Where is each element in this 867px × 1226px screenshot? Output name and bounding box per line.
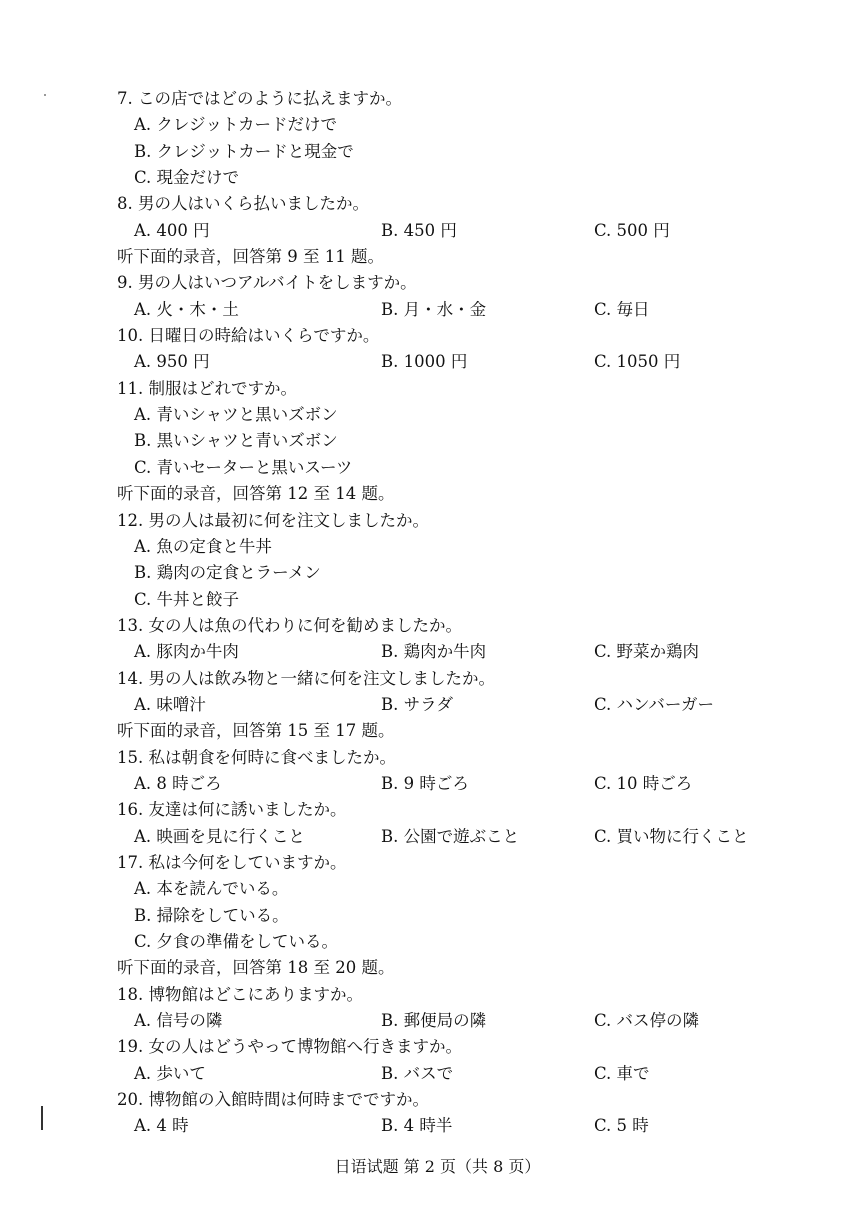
answer-option: B. 郵便局の隣 (381, 1011, 487, 1031)
answer-option: C. 青いセーターと黒いスーツ (134, 457, 353, 477)
exam-content (0, 86, 867, 1140)
option-row (0, 692, 867, 718)
question-stem: 12. 男の人は最初に何を注文しましたか。 (117, 510, 429, 530)
answer-option: A. 魚の定食と牛丼 (134, 536, 272, 556)
question-stem: 7. この店ではどのように払えますか。 (117, 89, 402, 108)
answer-option: C. 車で (594, 1063, 650, 1083)
answer-option: C. バス停の隣 (594, 1011, 700, 1031)
question-stem: 9. 男の人はいつアルバイトをしますか。 (117, 273, 417, 293)
answer-option: A. 青いシャツと黒いズボン (134, 405, 338, 425)
option-row (0, 929, 867, 955)
question-stem: 20. 博物館の入館時間は何時までですか。 (117, 1090, 429, 1110)
margin-mark (41, 1106, 43, 1130)
answer-option: C. 買い物に行くこと (594, 826, 749, 846)
answer-option: C. 10 時ごろ (594, 773, 693, 793)
answer-option: C. 牛丼と餃子 (134, 589, 240, 609)
option-row (0, 903, 867, 929)
answer-option: C. 野菜か鶏肉 (594, 642, 700, 662)
option-row (0, 1113, 867, 1139)
option-row (0, 165, 867, 191)
option-row (0, 1008, 867, 1034)
answer-option: B. 450 円 (381, 220, 457, 240)
option-row (0, 824, 867, 850)
section-instruction: 听下面的录音，回答第 12 至 14 题。 (117, 484, 395, 504)
option-row (0, 455, 867, 481)
page-footer: 日语试题 第 2 页（共 8 页） (334, 1157, 541, 1176)
section-instruction: 听下面的录音，回答第 9 至 11 题。 (117, 247, 384, 267)
question-stem: 18. 博物館はどこにありますか。 (117, 984, 363, 1004)
answer-option: B. 鶏肉の定食とラーメン (134, 563, 321, 583)
answer-option: A. クレジットカードだけで (134, 115, 337, 135)
option-row (0, 771, 867, 797)
option-row (0, 218, 867, 244)
answer-option: B. 1000 円 (381, 352, 468, 372)
option-row (0, 349, 867, 375)
answer-option: A. 豚肉か牛肉 (134, 642, 239, 662)
question-stem: 14. 男の人は飲み物と一緒に何を注文しましたか。 (117, 668, 495, 688)
question-stem: 16. 友達は何に誘いましたか。 (117, 800, 347, 820)
answer-option: C. 毎日 (594, 299, 650, 319)
section-instruction: 听下面的录音，回答第 18 至 20 题。 (117, 958, 395, 978)
question-stem: 17. 私は今何をしていますか。 (117, 852, 347, 872)
option-row (0, 112, 867, 138)
option-row (0, 1061, 867, 1087)
answer-option: C. ハンバーガー (594, 694, 715, 714)
option-row (0, 587, 867, 613)
option-row (0, 534, 867, 560)
answer-option: A. 歩いて (134, 1063, 206, 1083)
answer-option: B. 9 時ごろ (381, 773, 469, 793)
answer-option: C. 500 円 (594, 220, 670, 240)
section-instruction: 听下面的录音，回答第 15 至 17 题。 (117, 721, 395, 741)
answer-option: A. 8 時ごろ (134, 773, 222, 793)
answer-option: C. 1050 円 (594, 352, 681, 372)
answer-option: B. クレジットカードと現金で (134, 141, 354, 161)
question-stem: 15. 私は朝食を何時に食べましたか。 (117, 747, 396, 767)
answer-option: A. 信号の隣 (134, 1011, 223, 1031)
answer-option: B. バスで (381, 1063, 454, 1083)
answer-option: B. 4 時半 (381, 1116, 453, 1136)
option-row (0, 402, 867, 428)
question-stem: 19. 女の人はどうやって博物館へ行きますか。 (117, 1037, 462, 1057)
option-row (0, 639, 867, 665)
answer-option: C. 現金だけで (134, 168, 240, 188)
answer-option: A. 映画を見に行くこと (134, 826, 305, 846)
answer-option: B. 月・水・金 (381, 299, 487, 319)
answer-option: A. 400 円 (134, 220, 210, 240)
answer-option: B. 黒いシャツと青いズボン (134, 431, 338, 451)
option-row (0, 139, 867, 165)
option-row (0, 428, 867, 454)
answer-option: B. 鶏肉か牛肉 (381, 642, 487, 662)
option-row (0, 560, 867, 586)
answer-option: A. 味噌汁 (134, 694, 206, 714)
answer-option: A. 950 円 (134, 352, 210, 372)
answer-option: B. 掃除をしている。 (134, 905, 289, 925)
question-stem: 10. 日曜日の時給はいくらですか。 (117, 326, 380, 346)
option-row (0, 876, 867, 902)
answer-option: A. 4 時 (134, 1116, 189, 1136)
question-stem: 13. 女の人は魚の代わりに何を勧めましたか。 (117, 615, 462, 635)
question-stem: 11. 制服はどれですか。 (117, 378, 297, 398)
question-stem: 8. 男の人はいくら払いましたか。 (117, 194, 369, 214)
answer-option: B. サラダ (381, 694, 453, 714)
option-row (0, 297, 867, 323)
answer-option: B. 公園で遊ぶこと (381, 826, 520, 846)
answer-option: A. 火・木・土 (134, 299, 239, 319)
answer-option: C. 5 時 (594, 1116, 649, 1136)
answer-option: A. 本を読んでいる。 (134, 879, 289, 899)
answer-option: C. 夕食の準備をしている。 (134, 932, 339, 951)
